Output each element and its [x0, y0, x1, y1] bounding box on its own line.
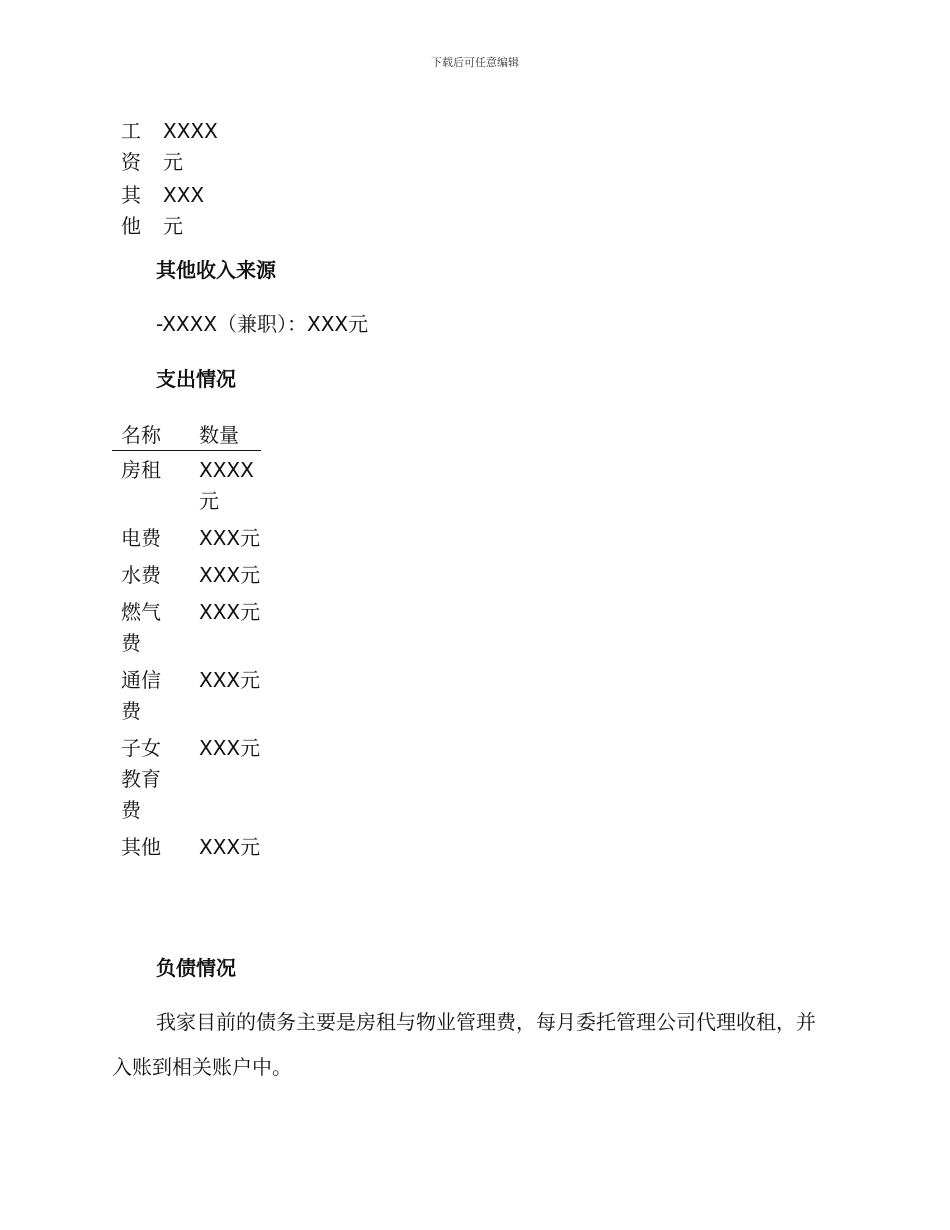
expense-column-name: 名称: [112, 420, 199, 451]
table-row: [112, 556, 261, 593]
expense-amount: XXXX元: [199, 458, 254, 513]
table-row: [112, 593, 261, 661]
expense-column-amount: 数量: [199, 420, 261, 451]
debt-heading: 负债情况: [156, 956, 236, 980]
income-value: XXXX元: [163, 119, 218, 174]
page-header: 下载后可任意编辑: [431, 56, 519, 69]
expense-amount: XXX元: [199, 563, 261, 587]
other-income-heading: 其他收入来源: [156, 258, 276, 282]
expense-name: 通信费: [121, 668, 161, 723]
expense-amount: XXX元: [199, 668, 261, 692]
expense-name: 房租: [121, 458, 161, 482]
table-row: [112, 729, 261, 828]
expense-name: 其他: [121, 835, 161, 859]
table-row: [112, 519, 261, 556]
expense-name: 电费: [121, 526, 161, 550]
expenses-heading: 支出情况: [156, 367, 236, 391]
expense-header-row: [112, 420, 261, 451]
expense-table: [112, 420, 261, 865]
income-label: 工资: [121, 119, 141, 174]
expense-name: 燃气费: [121, 600, 161, 655]
expense-amount: XXX元: [199, 835, 261, 859]
table-row: [112, 661, 261, 729]
expense-amount: XXX元: [199, 600, 261, 624]
expense-amount: XXX元: [199, 736, 261, 760]
income-row-salary: [112, 116, 223, 180]
expense-name: 子女教育费: [121, 736, 161, 822]
expense-name: 水费: [121, 563, 161, 587]
expense-amount: XXX元: [199, 526, 261, 550]
table-row: [112, 828, 261, 865]
income-label: 其他: [121, 183, 141, 238]
table-row: [112, 451, 261, 520]
income-value: XXX元: [163, 183, 205, 238]
debt-paragraph: 我家目前的债务主要是房租与物业管理费，每月委托管理公司代理收租，并入账到相关账户中。: [112, 1010, 816, 1079]
income-table: [112, 116, 223, 244]
other-income-line: -XXXX（兼职）：XXX元: [156, 312, 369, 336]
income-row-other: [112, 180, 223, 244]
